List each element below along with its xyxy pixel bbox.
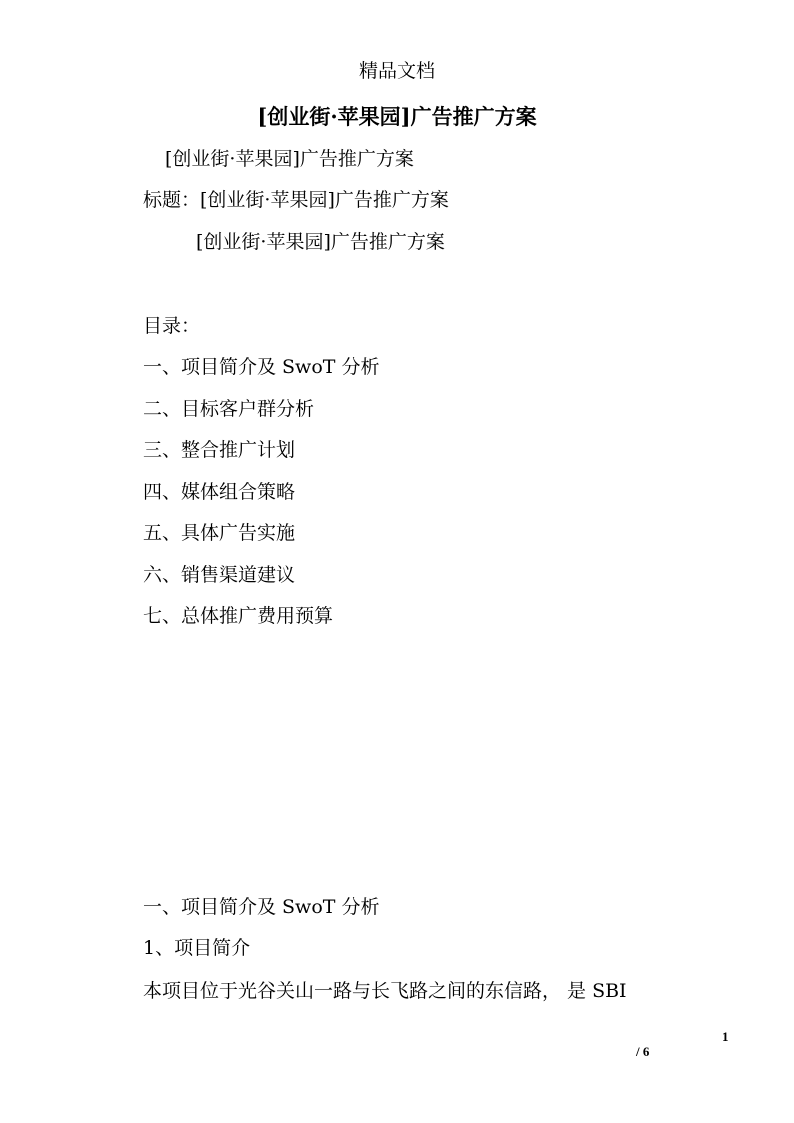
toc-item: 四、媒体组合策略: [143, 480, 296, 503]
subsection-heading: 1、项目简介: [143, 937, 251, 959]
page-number: 1: [722, 1029, 729, 1044]
section-heading: 一、项目简介及 SwoT 分析: [143, 896, 380, 918]
subtitle-line-3: [创业街·苹果园]广告推广方案: [196, 231, 445, 253]
body-paragraph: 本项目位于光谷关山一路与长飞路之间的东信路， 是 SBI: [143, 980, 627, 1002]
document-title: [创业街·苹果园]广告推广方案: [257, 104, 537, 129]
table-of-contents: [143, 358, 379, 649]
page-header: 精品文档: [358, 60, 435, 82]
toc-item: 五、具体广告实施: [143, 522, 296, 544]
page-total: / 6: [636, 1044, 650, 1059]
toc-item: 三、整合推广计划: [143, 439, 296, 461]
toc-item: 一、项目简介及 SwoT 分析: [143, 356, 380, 378]
toc-item: 七、总体推广费用预算: [143, 605, 334, 627]
toc-item: 六、销售渠道建议: [143, 563, 296, 586]
subtitle-line-2: 标题：[创业街·苹果园]广告推广方案: [143, 189, 449, 211]
toc-label: 目录：: [143, 315, 201, 337]
toc-item: 二、目标客户群分析: [143, 397, 315, 420]
subtitle-line-1: [创业街·苹果园]广告推广方案: [165, 148, 414, 170]
